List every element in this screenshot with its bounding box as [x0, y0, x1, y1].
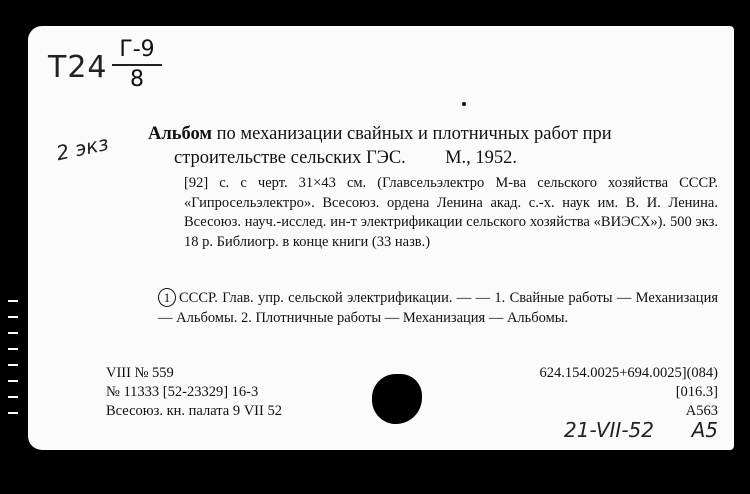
udc-bibliography: [016.3]: [675, 384, 718, 400]
physical-description: [92] с. с черт. 31×43 см. (Главсельэлектро М-ва сельского хозяйства СССР. «Гипросельэлектро». Всесоюз. ордена Ленина акад. с.-х. наук им. В. И. Ленина. Всесоюз. науч.-исслед. ин-т электрификации сельского хозяйства «ВИЭСХ»). 500 экз. 18 р. Библиогр. в конце книги (33 назв.): [184, 175, 718, 250]
footer-left-line: № 11333 [52-23329] 16-3: [106, 384, 259, 400]
title-bold: Альбом: [148, 124, 213, 144]
shelf-code: [48, 50, 108, 85]
title-line2-text: строительстве сельских ГЭС.: [174, 148, 406, 168]
footer-right: [539, 364, 718, 421]
ink-dot: [462, 102, 466, 106]
footer-left-line: VIII № 559: [106, 365, 174, 381]
footer-left-line: Всесоюз. кн. палата 9 VII 52: [106, 403, 282, 419]
handwritten-date: 21-VII-52: [564, 418, 654, 442]
fraction-denominator: 8: [130, 67, 144, 92]
title-line-1: [148, 124, 612, 145]
subject-headings: [158, 288, 718, 328]
handwritten-mark: А5: [691, 418, 718, 442]
subject-text: СССР. Глав. упр. сельской электрификации. — — 1. Свайные работы — Механизация — Альбомы. 2. Плотничные работы — Механизация — Альбомы.: [158, 290, 718, 326]
inventory-note: 2 экз: [54, 130, 111, 166]
card-edge-perforations: [8, 300, 18, 440]
imprint: М., 1952.: [445, 148, 518, 168]
shelf-fraction: [112, 36, 162, 94]
subject-number-circle: 1: [158, 288, 176, 307]
shelf-code-text: Т24: [48, 50, 108, 85]
fraction-numerator: Г-9: [112, 36, 162, 66]
catalog-card: [28, 26, 734, 450]
ink-blot: [372, 374, 422, 424]
title-line-2: [174, 148, 517, 169]
author-mark: А563: [685, 403, 718, 419]
udc-code: 624.154.0025+694.0025](084): [539, 365, 718, 381]
title-rest: по механизации свайных и плотничных работ при: [212, 124, 612, 144]
footer-left: [106, 364, 282, 421]
